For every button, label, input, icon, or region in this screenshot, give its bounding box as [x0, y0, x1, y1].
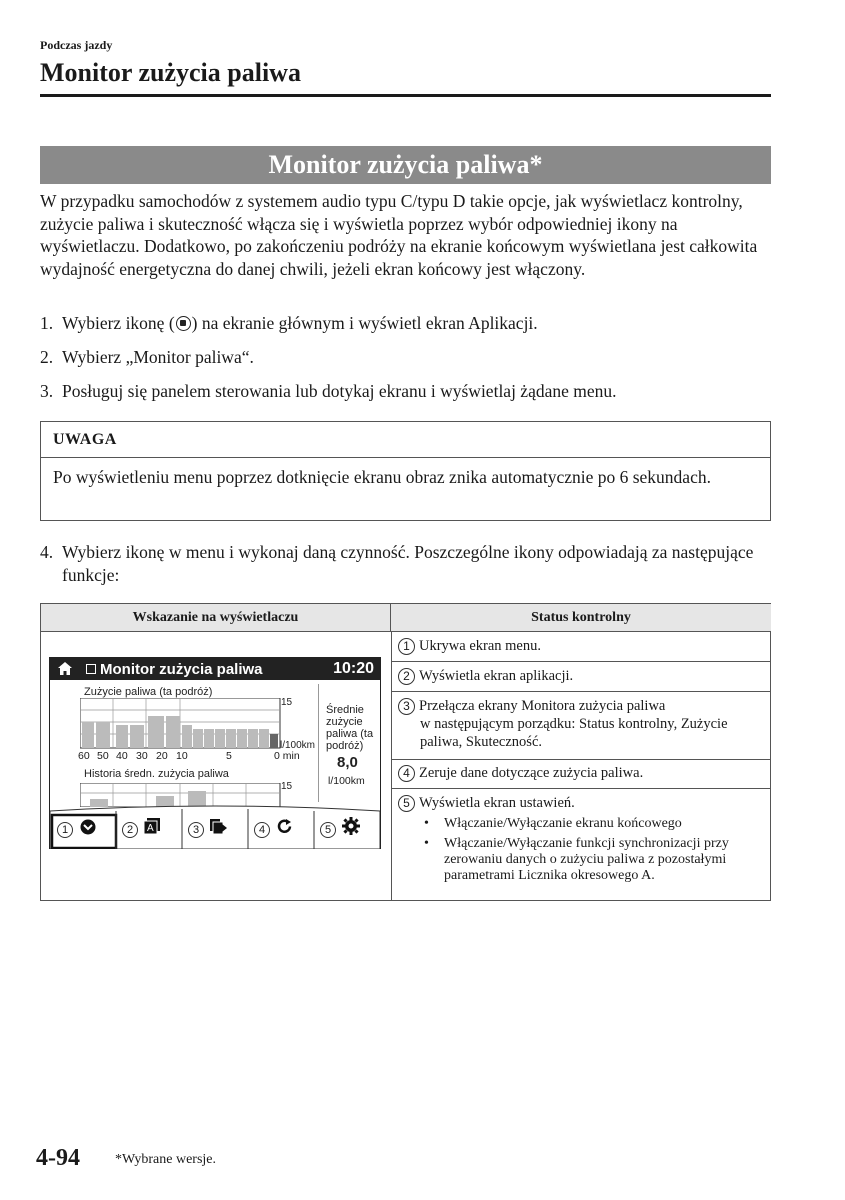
table-row — [392, 764, 771, 782]
display-illustration — [49, 657, 381, 849]
step-text-before: Wybierz ikonę ( — [62, 313, 175, 333]
note-box — [40, 421, 771, 521]
history-chart — [80, 783, 282, 807]
tick-label: 0 min — [274, 750, 300, 762]
intro-paragraph: W przypadku samochodów z systemem audio typu C/typu D takie opcje, jak wyświetlacz kontrolny, zużycie paliwa i skuteczność włącza się i wyświetla poprzez wybór odpowiedniej ikony na wyświetlaczu. Dodatkowo, po zakończeniu podróży na ekranie końcowym wyświetlana jest całkowita wydajność energetyczna do danej chwili, jeżeli ekran końcowy jest włączony. — [40, 191, 758, 279]
row-number: 2 — [398, 668, 415, 685]
table-row — [392, 697, 771, 751]
section-label: Podczas jazdy — [40, 38, 113, 52]
fuel-trip-chart — [80, 698, 282, 750]
tick-label: 10 — [176, 750, 188, 762]
menu-settings-button[interactable] — [314, 805, 380, 849]
menu-applications-button[interactable] — [116, 805, 182, 849]
step-text-after: ) na ekranie głównym i wyświetl ekran Aplikacji. — [191, 313, 538, 333]
menu-reset-button[interactable] — [248, 805, 314, 849]
page-number: 4-94 — [36, 1145, 80, 1171]
avg-label: Średnie zużycie paliwa (ta podróż) — [326, 704, 374, 752]
section-banner: Monitor zużycia paliwa* — [40, 146, 771, 184]
row-text: Wyświetla ekran aplikacji. — [419, 668, 574, 684]
home-icon — [58, 662, 72, 675]
row-text-cont: w następującym porządku: Status kontrolny, Zużycie paliwa, Skuteczność. — [420, 716, 728, 750]
avg-value: 8,0 — [337, 754, 358, 771]
row-number: 1 — [398, 638, 415, 655]
chart2-label: Historia średn. zużycia paliwa — [84, 768, 229, 780]
chart1-unit: l/100km — [280, 740, 316, 751]
table-row — [392, 637, 771, 655]
menu-number: 4 — [254, 822, 270, 838]
gear-icon — [342, 817, 360, 835]
row-divider — [392, 691, 771, 692]
menu-switch-screen-button[interactable] — [182, 805, 248, 849]
step-4 — [40, 541, 771, 586]
screen-title-bar — [50, 658, 380, 680]
title-divider — [40, 94, 771, 97]
refresh-icon — [276, 818, 293, 835]
tick-label: 30 — [136, 750, 148, 762]
chart2-max: 15 — [281, 781, 293, 792]
note-body: Po wyświetleniu menu poprzez dotknięcie ekranu obraz znika automatycznie po 6 sekundach. — [53, 467, 711, 487]
menu-number: 3 — [188, 822, 204, 838]
panel-divider — [318, 684, 319, 802]
menu-hide-button[interactable] — [52, 805, 116, 849]
app-icon — [86, 664, 96, 674]
tick-label: 5 — [226, 750, 232, 762]
settings-bullets — [398, 816, 765, 884]
step-number: 1. — [40, 313, 54, 333]
step-number: 2. — [40, 347, 54, 367]
row-number: 4 — [398, 765, 415, 782]
bullet-item: • Włączanie/Wyłączanie ekranu końcowego — [420, 816, 765, 832]
switch-screen-icon — [210, 819, 230, 835]
page-title: Monitor zużycia paliwa — [40, 58, 301, 87]
step-number: 3. — [40, 381, 54, 401]
menu-number: 5 — [320, 822, 336, 838]
row-number: 5 — [398, 795, 415, 812]
table-row — [392, 794, 771, 888]
screen-clock: 10:20 — [333, 660, 374, 677]
row-text: Ukrywa ekran menu. — [419, 638, 541, 654]
footer-note: *Wybrane wersje. — [115, 1152, 217, 1167]
step-text: Posługuj się panelem sterowania lub dotykaj ekranu i wyświetlaj żądane menu. — [62, 381, 617, 401]
step-number: 4. — [40, 542, 54, 562]
tick-label: 60 — [78, 750, 90, 762]
table-header-status: Status kontrolny — [391, 604, 771, 632]
table-row — [392, 667, 771, 685]
menu-number: 2 — [122, 822, 138, 838]
row-divider — [392, 661, 771, 662]
chevron-down-icon — [80, 819, 96, 835]
bullet-item: • Włączanie/Wyłączanie funkcji synchronizacji przy zerowaniu danych o zużyciu paliwa z pozostałymi parametrami Licznika okresowego A. — [420, 836, 765, 884]
row-number: 3 — [398, 698, 415, 715]
table-header-display: Wskazanie na wyświetlaczu — [41, 604, 391, 632]
menu-number: 1 — [57, 822, 73, 838]
chart1-label: Zużycie paliwa (ta podróż) — [84, 686, 213, 698]
row-divider — [392, 788, 771, 789]
row-text: Zeruje dane dotyczące zużycia paliwa. — [419, 765, 644, 781]
step-1 — [40, 312, 538, 335]
tick-label: 50 — [97, 750, 109, 762]
applications-icon — [176, 316, 191, 331]
step-2 — [40, 346, 254, 369]
note-heading: UWAGA — [41, 422, 770, 458]
chart-bars — [82, 716, 269, 748]
chart1-max: 15 — [281, 697, 293, 708]
tick-label: 40 — [116, 750, 128, 762]
step-3 — [40, 380, 617, 403]
svg-text:A: A — [147, 823, 154, 834]
tick-label: 20 — [156, 750, 168, 762]
step-text: Wybierz ikonę w menu i wykonaj daną czynność. Poszczególne ikony odpowiadają za następujące funkcje: — [62, 542, 754, 585]
avg-unit: l/100km — [328, 775, 365, 787]
applications-icon — [144, 818, 160, 834]
screen-title: Monitor zużycia paliwa — [100, 661, 263, 678]
row-divider — [392, 759, 771, 760]
row-text: Przełącza ekrany Monitora zużycia paliwa — [419, 698, 666, 714]
row-text: Wyświetla ekran ustawień. — [419, 795, 575, 811]
step-text: Wybierz „Monitor paliwa“. — [62, 347, 254, 367]
